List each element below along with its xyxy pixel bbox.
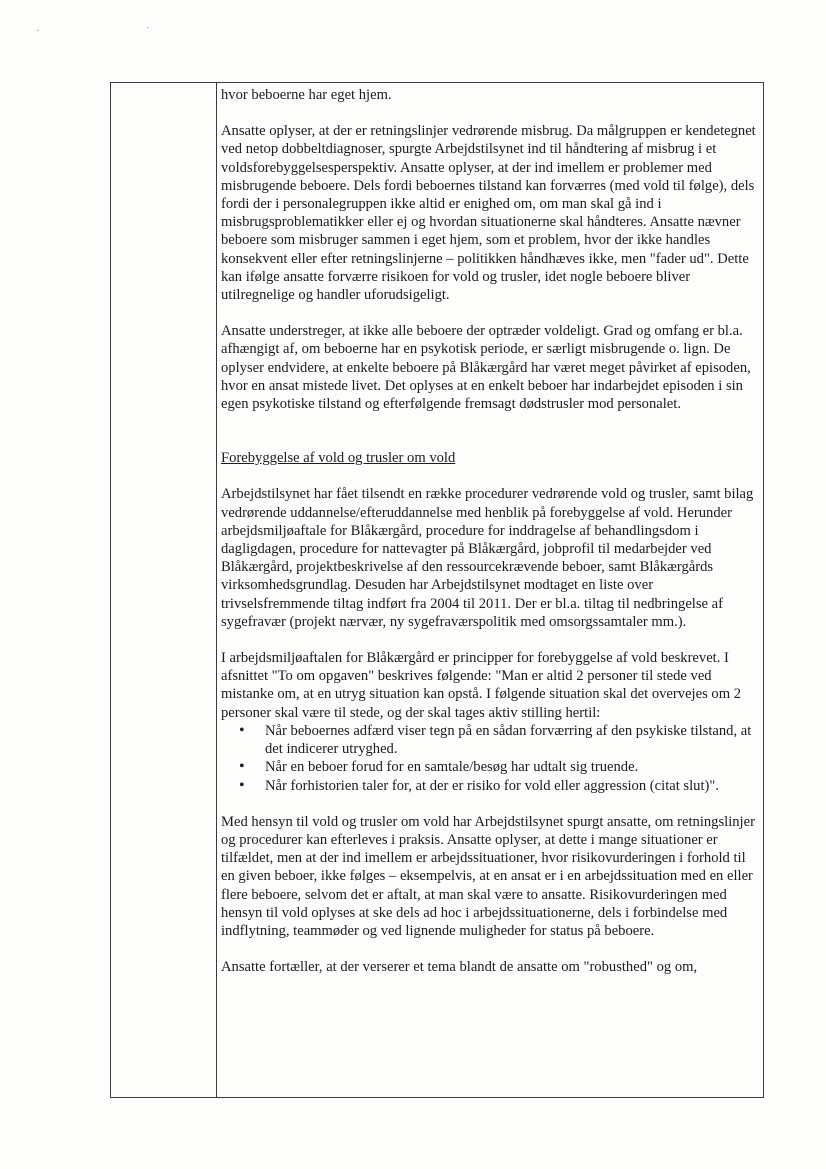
paragraph-continuation: hvor beboerne har eget hjem. [221,87,392,103]
paragraph-arbejdsmiljoaftale: I arbejdsmiljøaftalen for Blåkærgård er principper for forebyggelse af vold beskrevet. I afsnittet "To om opgaven" beskrives følgende: "Man er altid 2 personer til stede ved mistanke om, at en utryg situation kan opstå. I følgende situation skal det overvejes om 2 personer skal være til stede, og der skal tages aktiv stilling hertil: [221,650,741,721]
table-column-divider [216,82,217,1097]
paragraph-voldelighed: Ansatte understreger, at ikke alle beboere der optræder voldeligt. Grad og omfang er bl.a. afhængigt af, om beboerne har en psykotisk periode, er særligt misbrugende o. lign. De oplyser endvidere, at enkelte beboere på Blåkærgård har været meget påvirket af episoden, hvor en ansat mistede livet. Det oplyses at en enkelt beboer har indarbejdet episoden i sin egen psykotiske tilstand og efterfølgende fremsagt dødstrusler mod personalet. [221,323,751,413]
list-item: • Når en beboer forud for en samtale/besøg har udtalt sig truende. [265,758,757,776]
paragraph-robusthed: Ansatte fortæller, at der verserer et tema blandt de ansatte om "robusthed" og om, [221,959,698,976]
list-item: • Når forhistorien taler for, at der er risiko for vold eller aggression (citat slut)". [265,777,757,795]
section-heading: Forebyggelse af vold og trusler om vold [221,450,456,467]
table-top-border [110,82,764,83]
paragraph-procedurer: Arbejdstilsynet har fået tilsendt en række procedurer vedrørende vold og trusler, samt bilag vedrørende uddannelse/efteruddannelse med henblik på forebyggelse af vold. Herunder arbejdsmiljøaftale for Blåkærgård, procedure for inddragelse af behandlingsdom i dagligdagen, procedure for nattevagter på Blåkærgård, jobprofil til medarbejder ved Blåkærgård, projektbeskrivelse af den ressourcekrævende beboer, samt Blåkærgårds virksomhedsgrundlag. Desuden har Arbejdstilsynet modtaget en liste over trivselsfremmende tiltag indført fra 2004 til 2011. Der er bl.a. tiltag til nedbringelse af sygefravær (projekt nærvær, ny sygefraværspolitik med omsorgssamtaler mm.). [221,486,754,630]
paragraph-risikovurdering: Med hensyn til vold og trusler om vold har Arbejdstilsynet spurgt ansatte, om retningslinjer og procedurer kan efterleves i praksis. Ansatte oplyser, at dette i mange situationer er tilfældet, men at der ind imellem er arbejdssituationer, hvor risikovurderingen i forhold til en given beboer, ikke følges – eksempelvis, at en ansat er i en arbejdssituation med en eller flere beboere, selvom det er aftalt, at man skal være to ansatte. Risikovurderingen med hensyn til vold oplyses at ske dels ad hoc i arbejdssituationerne, dels i forbindelse med indflytning, teammøder og ved lignende muligheder for status på beboere. [221,813,755,939]
list-item: • Når beboernes adfærd viser tegn på en sådan forværring af den psykiske tilstand, at det indicerer utryghed. [265,722,757,758]
document-body [221,86,757,976]
table-right-border [763,82,764,1097]
table-left-border [110,82,111,1097]
table-bottom-border [110,1097,764,1098]
paragraph-misbrug: Ansatte oplyser, at der er retningslinjer vedrørende misbrug. Da målgruppen er kendetegnet ved netop dobbeltdiagnoser, spurgte Arbejdstilsynet ind til håndtering af misbrug i et voldsforebyggelsesperspektiv. Ansatte oplyser, at der ind imellem er problemer med misbrugende beboere. Dels fordi beboernes tilstand kan forværres (med vold til følge), dels fordi der i personalegruppen ikke altid er enighed om, om man skal gå ind i misbrugsproblematikker eller ej og hvordan situationerne skal håndteres. Ansatte nævner beboere som misbruger sammen i eget hjem, som et problem, hvor der ikke handles konsekvent eller efter retningslinjerne – politikken håndhæves ikke, men "fader ud". Dette kan ifølge ansatte forværre risikoen for vold og trusler, idet nogle beboere bliver utilregnelige og handler uforudsigeligt. [221,123,756,304]
scan-specks: · ˙ [36,26,202,37]
bullet-list [221,722,757,795]
